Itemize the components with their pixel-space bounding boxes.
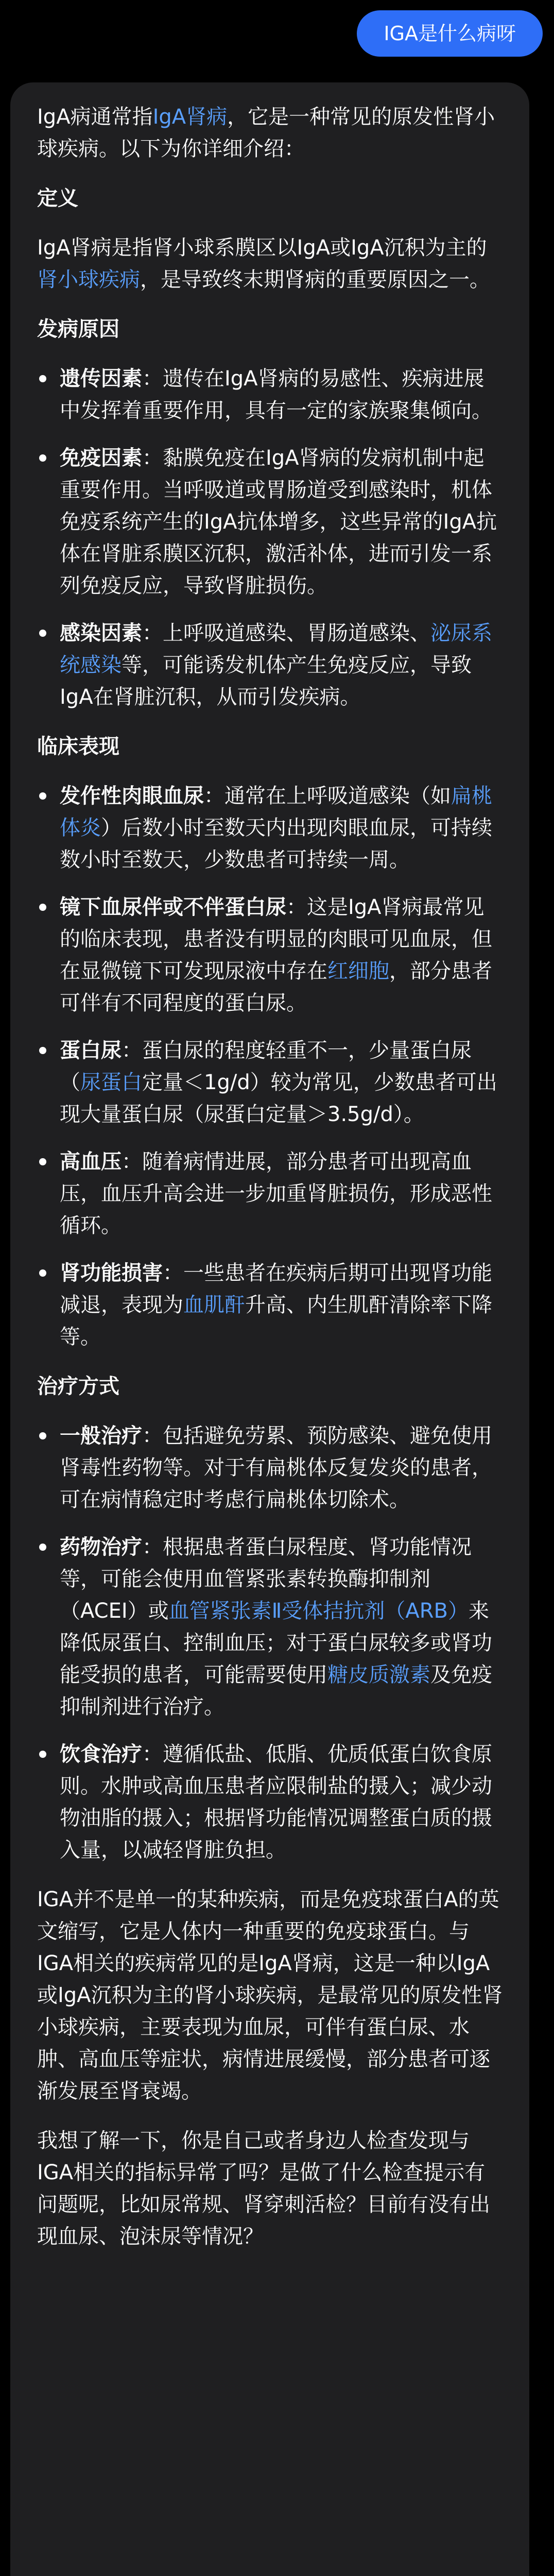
text-diet-treatment: ：遵循低盐、低脂、优质低蛋白饮食原则。水肿或高血压患者应限制盐的摄入；减少动物油脂的摄入；根据肾功能情况调整蛋白质的摄入量，以减轻肾脏负担。 xyxy=(60,1742,492,1862)
link-glomerular-disease[interactable]: 肾小球疾病 xyxy=(37,268,140,292)
link-serum-creatinine[interactable]: 血肌酐 xyxy=(183,1293,245,1317)
text-drug: ：根据患者蛋白尿程度、肾功能情况等，可能会使用血管紧张素转换酶抑制剂（ACEI）或 xyxy=(60,1535,472,1623)
definition-text: IgA肾病是指肾小球系膜区以IgA或IgA沉积为主的 xyxy=(37,236,487,260)
heading-clinical: 临床表现 xyxy=(37,735,119,758)
text-hypertension: ：随着病情进展，部分患者可出现高血压，血压升高会进一步加重肾脏损伤，形成恶性循环。 xyxy=(60,1150,492,1238)
link-urine-protein[interactable]: 尿蛋白 xyxy=(80,1071,142,1094)
text-drug-2: 来降低尿蛋白、控制血压；对于蛋白尿较多或肾功能受损的患者，可能需要使用 xyxy=(60,1599,492,1687)
text-general-treatment: ：包括避免劳累、预防感染、避免使用肾毒性药物等。对于有扁桃体反复发炎的患者，可在病情稳定时考虑行扁桃体切除术。 xyxy=(60,1424,492,1512)
list-item-gross-hematuria xyxy=(37,780,505,876)
term-micro-hematuria: 镜下血尿伴或不伴蛋白尿 xyxy=(60,895,286,919)
list-item-renal-damage xyxy=(37,1257,505,1353)
text-genetic: ：遗传在IgA肾病的易感性、疾病进展中发挥着重要作用，具有一定的家族聚集倾向。 xyxy=(60,367,492,422)
text-drug-3: 及免疫抑制剂进行治疗。 xyxy=(60,1663,492,1719)
list-item-micro-hematuria xyxy=(37,891,505,1019)
term-immune: 免疫因素 xyxy=(60,446,142,470)
link-iga-nephropathy[interactable]: IgA肾病 xyxy=(152,105,228,129)
text-gross: ：通常在上呼吸道感染（如 xyxy=(204,784,451,808)
link-glucocorticoid[interactable]: 糖皮质激素 xyxy=(327,1663,430,1687)
list-item-genetic xyxy=(37,363,505,427)
text-renal: ：一些患者在疾病后期可出现肾功能减退，表现为 xyxy=(60,1261,492,1317)
intro-paragraph xyxy=(37,101,505,165)
clinical-list xyxy=(37,780,505,1353)
term-proteinuria: 蛋白尿 xyxy=(60,1039,122,1062)
followup-paragraph: 我想了解一下，你是自己或者身边人检查发现与IGA相关的指标异常了吗？是做了什么检查提示有问题呢，比如尿常规、肾穿刺活检？目前有没有出现血尿、泡沫尿等情况？ xyxy=(37,2129,490,2248)
list-item-diet-treatment xyxy=(37,1738,505,1866)
text-protein: ：蛋白尿的程度轻重不一，少量蛋白尿（ xyxy=(60,1039,472,1094)
term-infection: 感染因素 xyxy=(60,621,142,645)
text-immune: ：黏膜免疫在IgA肾病的发病机制中起重要作用。当呼吸道或胃肠道受到感染时，机体免疫系统产生的IgA抗体增多，这些异常的IgA抗体在肾脏系膜区沉积，激活补体，进而引发一系列免疫反应，导致肾脏损伤。 xyxy=(60,446,497,598)
term-hypertension: 高血压 xyxy=(60,1150,122,1174)
term-drug-treatment: 药物治疗 xyxy=(60,1535,142,1559)
text-renal-2: 升高、内生肌酐清除率下降等。 xyxy=(60,1293,492,1349)
term-general-treatment: 一般治疗 xyxy=(60,1424,142,1448)
link-tonsillitis[interactable]: 扁桃体炎 xyxy=(60,784,492,840)
iga-note-paragraph: IGA并不是单一的某种疾病，而是免疫球蛋白A的英文缩写，它是人体内一种重要的免疫球蛋白。与IGA相关的疾病常见的是IgA肾病，这是一种以IgA或IgA沉积为主的肾小球疾病，是最常见的原发性肾小球疾病，主要表现为血尿，可伴有蛋白尿、水肿、高血压等症状，病情进展缓慢，部分患者可逐渐发展至肾衰竭。 xyxy=(37,1888,503,2103)
text-micro: ：这是IgA肾病最常见的临床表现，患者没有明显的肉眼可见血尿，但在显微镜下可发现尿液中存在 xyxy=(60,895,492,983)
heading-treatment: 治疗方式 xyxy=(37,1375,119,1398)
list-item-immune xyxy=(37,442,505,602)
term-genetic: 遗传因素 xyxy=(60,367,142,391)
user-message-bubble: IGA是什么病呀 xyxy=(357,10,543,57)
list-item-infection xyxy=(37,617,505,713)
definition-paragraph xyxy=(37,232,505,296)
heading-causes: 发病原因 xyxy=(37,317,119,341)
text-gross-2: ）后数小时至数天内出现肉眼血尿，可持续数小时至数天，少数患者可持续一周。 xyxy=(60,816,492,872)
treatment-list xyxy=(37,1420,505,1866)
heading-definition: 定义 xyxy=(37,187,78,210)
intro-text-2: ，它是一种常见的原发性肾小球疾病。以下为你详细介绍： xyxy=(37,105,495,161)
term-renal-damage: 肾功能损害 xyxy=(60,1261,163,1285)
definition-text-2: ，是导致终末期肾病的重要原因之一。 xyxy=(140,268,490,292)
link-urinary-infection[interactable]: 泌尿系统感染 xyxy=(60,621,492,677)
term-diet-treatment: 饮食治疗 xyxy=(60,1742,142,1766)
list-item-drug-treatment xyxy=(37,1531,505,1723)
list-item-general-treatment xyxy=(37,1420,505,1516)
link-red-blood-cells[interactable]: 红细胞 xyxy=(327,959,389,983)
list-item-proteinuria xyxy=(37,1035,505,1130)
text-micro-2: ，部分患者可伴有不同程度的蛋白尿。 xyxy=(60,959,492,1015)
causes-list xyxy=(37,363,505,713)
link-arb[interactable]: 血管紧张素Ⅱ受体拮抗剂（ARB） xyxy=(168,1599,469,1623)
term-gross-hematuria: 发作性肉眼血尿 xyxy=(60,784,204,808)
text-infection: ：上呼吸道感染、胃肠道感染、 xyxy=(142,621,430,645)
text-infection-2: 等，可能诱发机体产生免疫反应，导致IgA在肾脏沉积，从而引发疾病。 xyxy=(60,653,472,709)
assistant-message-bubble xyxy=(10,82,529,2576)
text-protein-2: 定量＜1g/d）较为常见，少数患者可出现大量蛋白尿（尿蛋白定量＞3.5g/d）。 xyxy=(60,1071,497,1126)
list-item-hypertension xyxy=(37,1146,505,1242)
intro-text: IgA病通常指 xyxy=(37,105,153,129)
